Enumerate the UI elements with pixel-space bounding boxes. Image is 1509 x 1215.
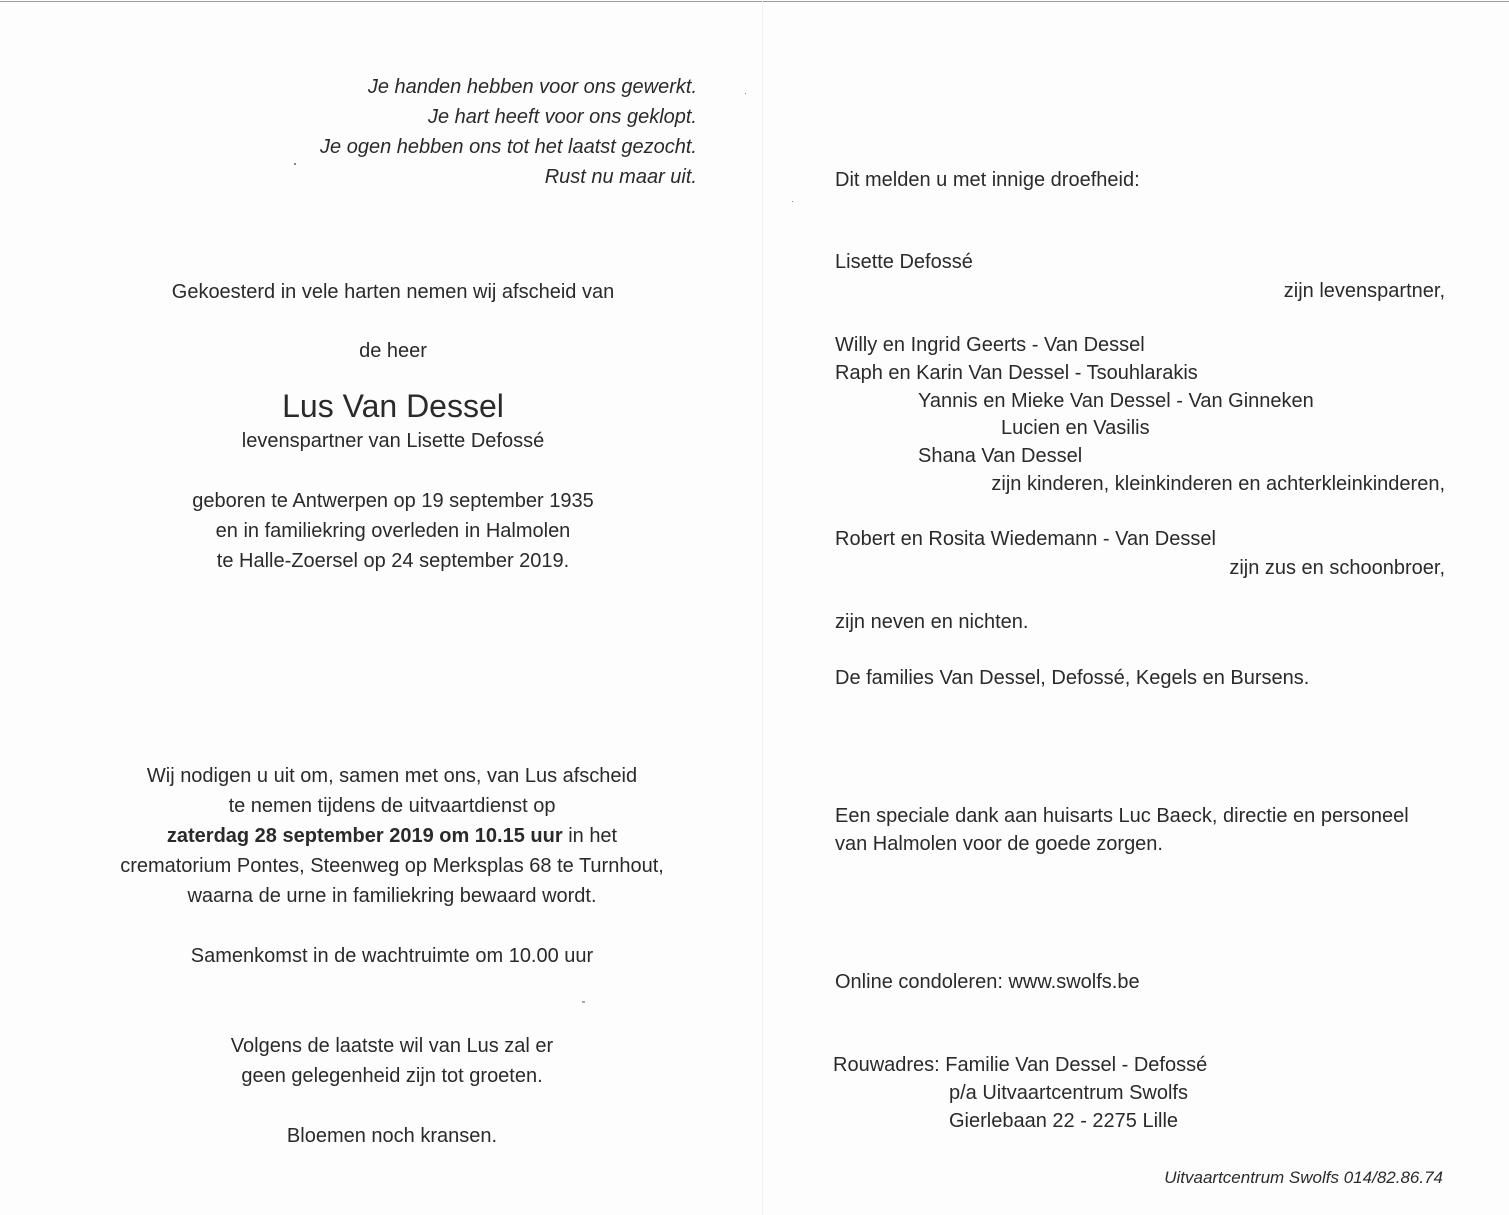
families-text: De families Van Dessel, Defossé, Kegels en Bursens. (835, 667, 1310, 689)
gathering-text: Samenkomst in de wachtruimte om 10.00 uur (190, 945, 594, 967)
fold-line (762, 0, 763, 1215)
birth-death-line: te Halle-Zoersel op 24 september 2019. (216, 550, 570, 572)
invitation-date-line (167, 824, 617, 848)
deceased-name: Lus Van Dessel (282, 388, 504, 424)
sister-name: Robert en Rosita Wiedemann - Van Dessel (835, 528, 1216, 550)
address-line: Gierlebaan 22 - 2275 Lille (949, 1110, 1179, 1132)
partner-line: levenspartner van Lisette Defossé (241, 430, 545, 452)
child-name: Raph en Karin Van Dessel - Tsouhlarakis (835, 362, 1198, 384)
address-label: Rouwadres: Familie Van Dessel - Defossé (833, 1054, 1208, 1076)
poem-line: Je handen hebben voor ons gewerkt. (367, 76, 697, 98)
cousins-text: zijn neven en nichten. (835, 611, 1029, 633)
poem-line: Je ogen hebben ons tot het laatst gezocht. (320, 136, 697, 158)
footer-funeral-home: Uitvaartcentrum Swolfs 014/82.86.74 (1164, 1168, 1443, 1187)
invitation-line: te nemen tijdens de uitvaartdienst op (228, 795, 556, 817)
invitation-line: Wij nodigen u uit om, samen met ons, van Lus afscheid (146, 765, 638, 787)
sister-role: zijn zus en schoonbroer, (1229, 557, 1445, 579)
address-line: p/a Uitvaartcentrum Swolfs (949, 1082, 1188, 1104)
intro-text: Gekoesterd in vele harten nemen wij afscheid van (171, 281, 615, 303)
thanks-line: van Halmolen voor de goede zorgen. (835, 833, 1163, 855)
wish-line: geen gelegenheid zijn tot groeten. (241, 1065, 543, 1087)
online-condolence: Online condoleren: www.swolfs.be (835, 971, 1140, 993)
thanks-line: Een speciale dank aan huisarts Luc Baeck, directie en personeel (835, 805, 1409, 827)
announce-text: Dit melden u met innige droefheid: (835, 169, 1140, 191)
invitation-line-rest: in het (562, 825, 618, 847)
partner-name: Lisette Defossé (835, 251, 973, 273)
child-name: Willy en Ingrid Geerts - Van Dessel (835, 334, 1145, 356)
scan-speck (582, 1001, 585, 1003)
partner-role: zijn levenspartner, (1283, 280, 1445, 302)
scan-speck (745, 93, 746, 94)
top-border-line (0, 1, 1509, 2)
invitation-line: waarna de urne in familiekring bewaard wordt. (187, 885, 597, 907)
poem-line: Rust nu maar uit. (544, 166, 697, 188)
grandchild-name: Yannis en Mieke Van Dessel - Van Ginneken (918, 390, 1314, 412)
poem-line: Je hart heeft voor ons geklopt. (427, 106, 697, 128)
birth-death-line: geboren te Antwerpen op 19 september 1935 (192, 490, 594, 512)
salutation: de heer (359, 340, 427, 362)
flowers-text: Bloemen noch kransen. (286, 1125, 498, 1147)
birth-death-line: en in familiekring overleden in Halmolen (215, 520, 571, 542)
children-role: zijn kinderen, kleinkinderen en achterkleinkinderen, (991, 473, 1445, 495)
great-grandchild-name: Lucien en Vasilis (1001, 417, 1150, 439)
ceremony-date: zaterdag 28 september 2019 om 10.15 uur (166, 825, 563, 847)
scan-speck (294, 163, 296, 165)
grandchild-name: Shana Van Dessel (918, 445, 1083, 467)
scan-speck (792, 201, 793, 202)
invitation-line: crematorium Pontes, Steenweg op Merksplas 68 te Turnhout, (120, 855, 664, 877)
wish-line: Volgens de laatste wil van Lus zal er (230, 1035, 554, 1057)
